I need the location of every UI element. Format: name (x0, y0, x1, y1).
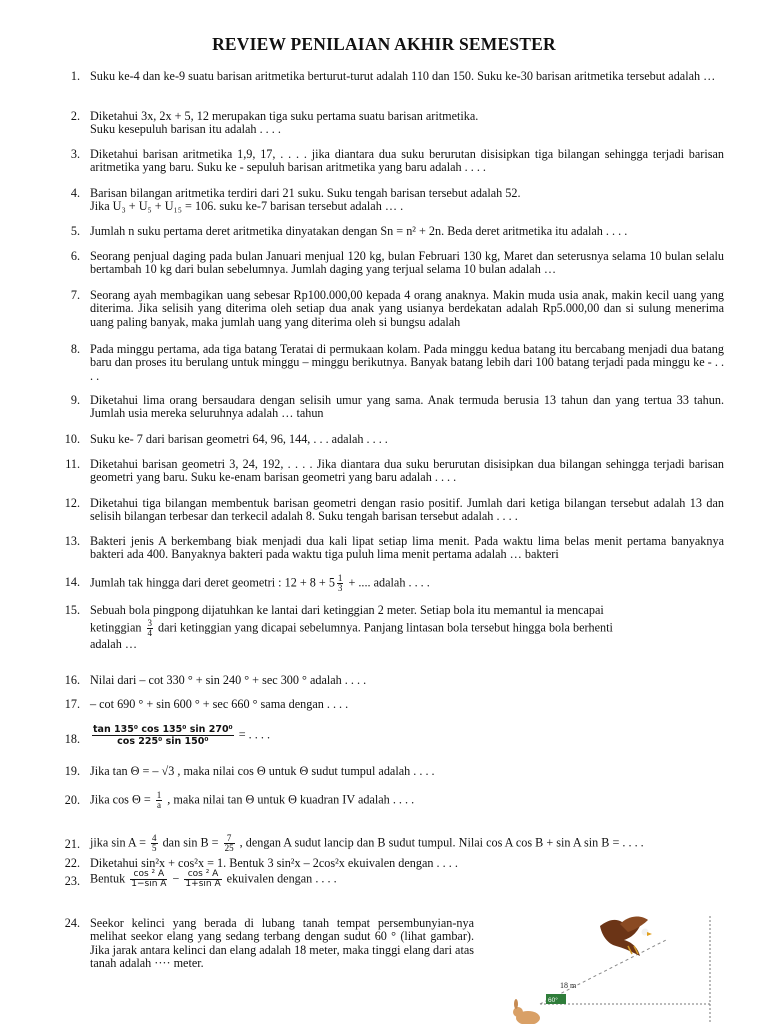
question-text: Jumlah n suku pertama deret aritmetika dinyatakan dengan Sn = n² + 2n. Beda deret aritmetika itu adalah . . . . (90, 224, 628, 238)
question-text: Seekor kelinci yang berada di lubang tanah tempat persembunyian-nya melihat seekor elang yang sedang terbang dengan sudut 60 ° (lihat gambar). Jika jarak antara kelinci dan elang adalah 18 meter, maka tinggi elang dari atas tanah adalah ···· meter. (90, 916, 474, 971)
question-text: Diketahui barisan aritmetika 1,9, 17, . . . . jika diantara dua suku berurutan disisipkan tiga bilangan sehingga terjadi barisan aritmetika yang baru. Suku ke - sepuluh barisan aritmetika yang baru adalah . . . . (90, 147, 724, 175)
question-text: Sebuah bola pingpong dijatuhkan ke lantai dari ketinggian 2 meter. Setiap bola itu memantul ia mencapai (90, 603, 604, 617)
question-text: Jika tan Θ = – √3 , maka nilai cos Θ untuk Θ sudut tumpul adalah . . . . (90, 764, 435, 778)
question-21: 21. jika sin A = $\frac{4}{5}$ dan sin B = $\frac{7}{25}$ , dengan A sudut lancip dan B sudut tumpul. Nilai cos A cos B + sin A sin B = . . . . (62, 834, 724, 854)
question-text: Nilai dari – cot 330 ° + sin 240 ° + sec 300 ° adalah . . . . (90, 673, 367, 687)
fraction: $\frac{1}{3}$ (337, 573, 343, 593)
question-8: 8. Pada minggu pertama, ada tiga batang Teratai di permukaan kolam. Pada minggu kedua batang itu bercabang menjadi dua batang baru dan proses itu berulang untuk minggu – minggu berikutnya. Banyak batang lebih dari 100 batang terjadi pada minggu ke - . . . . (70, 342, 724, 383)
question-text: – cot 690 ° + sin 600 ° + sec 660 ° sama dengan . . . . (90, 697, 349, 711)
fraction: $\frac{\text{cos ² A}}{\text{1+sin A}}$ (185, 869, 221, 889)
question-text: Jika U₃ + U₅ + U₁₅ = 106. suku ke-7 barisan tersebut adalah … . (90, 199, 404, 214)
question-text: Diketahui barisan geometri 3, 24, 192, . . . . Jika diantara dua suku berurutan disisipkan dua bilangan sehingga terjadi barisan geometri yang baru. Suku ke-enam barisan geometri yang baru adalah . . . . (90, 457, 724, 485)
question-24: 24. Seekor kelinci yang berada di lubang tanah tempat persembunyian-nya melihat seekor elang yang sedang terbang dengan sudut 60 ° (lihat gambar). Jika jarak antara kelinci dan elang adalah 18 meter, maka tinggi elang dari atas tanah adalah ···· meter. (64, 916, 474, 971)
question-text: jika sin A = $\frac{4}{5}$ dan sin B = $\frac{7}{25}$ , dengan A sudut lancip dan B sudut tumpul. Nilai cos A cos B + sin A sin B = . . . . (90, 833, 644, 853)
question-text: Seorang penjual daging pada bulan Januari menjual 120 kg, bulan Februari 130 kg, Maret dan seterusnya selama 10 bulan selalu bertambah 10 kg dari bulan sebelumnya. Jumlah daging yang terjual selama 10 bulan adalah … (90, 249, 724, 277)
question-1: 1. Suku ke-4 dan ke-9 suatu barisan aritmetika berturut-turut adalah 110 dan 150. Suku ke-30 barisan aritmetika tersebut adalah … (62, 70, 724, 98)
question-4: 4. Barisan bilangan aritmetika terdiri dari 21 suku. Suku tengah barisan tersebut adalah 52. Jika U₃ + U₅ + U₁₅ = 106. suku ke-7 barisan tersebut adalah … . (62, 187, 724, 215)
question-2: 2. Diketahui 3x, 2x + 5, 12 merupakan tiga suku pertama suatu barisan aritmetika. Suku kesepuluh barisan itu adalah . . . . (62, 110, 724, 138)
question-text: Diketahui sin²x + cos²x = 1. Bentuk 3 sin²x – 2cos²x ekuivalen dengan . . . . (90, 856, 458, 870)
question-10: 10. Suku ke- 7 dari barisan geometri 64, 96, 144, . . . adalah . . . . (62, 433, 724, 447)
fraction: $\frac{3}{4}$ (147, 618, 152, 639)
fraction: $\frac{\text{cos ² A}}{\text{1−sin A}}$ (131, 869, 167, 889)
question-16: 16. Nilai dari – cot 330 ° + sin 240 ° + sec 300 ° adalah . . . . (62, 674, 724, 688)
fraction: $\frac{7}{25}$ (224, 833, 234, 853)
question-text: Suku kesepuluh barisan itu adalah . . . . (90, 122, 281, 137)
question-18: 18. $\frac{\text{tan 135⁰ cos 135⁰ sin 270⁰}}{\text{cos 225⁰ sin 150⁰}}$ = . . . . (62, 724, 724, 754)
fraction: $\frac{4}{5}$ (152, 833, 157, 853)
question-15: 15. Sebuah bola pingpong dijatuhkan ke lantai dari ketinggian 2 meter. Setiap bola itu memantul ia mencapai ketinggian $\frac{3}{4}$ dari ketinggian yang dicapai sebelumnya. Panjang lintasan bola tersebut hingga bola berhenti adalah … (62, 604, 724, 652)
fraction: $\frac{\text{tan 135⁰ cos 135⁰ sin 270⁰}}{\text{cos 225⁰ sin 150⁰}}$ (93, 724, 233, 747)
document-title: REVIEW PENILAIAN AKHIR SEMESTER (212, 34, 556, 54)
question-text: Pada minggu pertama, ada tiga batang Teratai di permukaan kolam. Pada minggu kedua batang itu bercabang menjadi dua batang baru dan proses itu berulang untuk minggu – minggu berikutnya. Banyak batang lebih dari 100 batang terjadi pada minggu ke - . . . . (90, 342, 724, 383)
fraction: $\frac{1}{a}$ (156, 790, 162, 810)
question-text: Barisan bilangan aritmetika terdiri dari 21 suku. Suku tengah barisan tersebut adalah 52. (90, 186, 521, 200)
question-text: Suku ke- 7 dari barisan geometri 64, 96, 144, . . . adalah . . . . (90, 432, 388, 446)
question-text: Jika cos Θ = $\frac{1}{a}$ , maka nilai tan Θ untuk Θ kuadran IV adalah . . . . (90, 790, 415, 810)
question-19: 19. Jika tan Θ = – √3 , maka nilai cos Θ untuk Θ sudut tumpul adalah . . . . (62, 765, 724, 781)
question-3: 3. Diketahui barisan aritmetika 1,9, 17, . . . . jika diantara dua suku berurutan disisipkan tiga bilangan sehingga terjadi barisan aritmetika yang baru. Suku ke - sepuluh barisan aritmetika yang baru adalah . . . . (70, 147, 724, 175)
question-text: Diketahui tiga bilangan membentuk barisan geometri dengan rasio positif. Jumlah dari ketiga bilangan tersebut adalah 13 dan selisih bilangan terbesar dan terkecil adalah 8. Suku tengah barisan tersebut adalah . . . . (90, 496, 724, 524)
question-5: 5. Jumlah n suku pertama deret aritmetika dinyatakan dengan Sn = n² + 2n. Beda deret aritmetika itu adalah . . . . (62, 225, 724, 239)
question-7: 7. Seorang ayah membagikan uang sebesar Rp100.000,00 kepada 4 orang anaknya. Makin muda usia anak, makin kecil uang yang diterima. Jika selisih yang diterima oleh setiap dua anak yang usianya berdekatan adalah Rp5.000,00 dan si sulung menerima uang paling banyak, maka jumlah uang yang diterima oleh si bungsu adalah (70, 288, 724, 329)
question-9: 9. Diketahui lima orang bersaudara dengan selisih umur yang sama. Anak termuda berusia 13 tahun dan yang tertua 33 tahun. Jumlah usia mereka seluruhnya adalah … tahun (70, 393, 724, 421)
question-text: Diketahui lima orang bersaudara dengan selisih umur yang sama. Anak termuda berusia 13 tahun dan yang tertua 33 tahun. Jumlah usia mereka seluruhnya adalah … tahun (90, 393, 724, 421)
question-text: Jumlah tak hingga dari deret geometri : 12 + 8 + 5 $\frac{1}{3}$ + .... adalah . . . . (90, 573, 430, 593)
question-12: 12. Diketahui tiga bilangan membentuk barisan geometri dengan rasio positif. Jumlah dari ketiga bilangan tersebut adalah 13 dan selisih bilangan terbesar dan terkecil adalah 8. Suku tengah barisan tersebut adalah . . . . (64, 496, 724, 524)
question-text: adalah … (90, 637, 138, 652)
triangle-diagram (482, 906, 722, 1024)
angle-label: 60° (548, 997, 558, 1004)
question-14: 14. Jumlah tak hingga dari deret geometri : 12 + 8 + 5 $\frac{1}{3}$ + .... adalah . . . . (62, 574, 724, 594)
eagle-rabbit-figure (482, 906, 722, 1024)
question-text: $\frac{\text{tan 135⁰ cos 135⁰ sin 270⁰}}{\text{cos 225⁰ sin 150⁰}}$ = . . . . (93, 724, 271, 747)
question-text: Suku ke-4 dan ke-9 suatu barisan aritmetika berturut-turut adalah 110 dan 150. Suku ke-30 barisan aritmetika tersebut adalah … (90, 69, 716, 83)
question-13: 13. Bakteri jenis A berkembang biak menjadi dua kali lipat setiap lima menit. Pada waktu lima belas menit pertama banyaknya bakteri ada 400. Banyaknya bakteri pada waktu tiga puluh lima menit pertama adalah … bakteri (64, 534, 724, 562)
question-17: 17. – cot 690 ° + sin 600 ° + sec 660 ° sama dengan . . . . (62, 698, 724, 712)
question-text: Seorang ayah membagikan uang sebesar Rp100.000,00 kepada 4 orang anaknya. Makin muda usia anak, makin kecil uang yang diterima. Jika selisih yang diterima oleh setiap dua anak yang usianya berdekatan adalah Rp5.000,00 dan si sulung menerima uang paling banyak, maka jumlah uang yang diterima oleh si bungsu adalah (90, 288, 724, 329)
question-6: 6. Seorang penjual daging pada bulan Januari menjual 120 kg, bulan Februari 130 kg, Maret dan seterusnya selama 10 bulan selalu bertambah 10 kg dari bulan sebelumnya. Jumlah daging yang terjual selama 10 bulan adalah … (70, 249, 724, 277)
question-20: 20. Jika cos Θ = $\frac{1}{a}$ , maka nilai tan Θ untuk Θ kuadran IV adalah . . . . (62, 791, 724, 811)
question-23: 23. Bentuk $\frac{\text{cos ² A}}{\text{1−sin A}}$ − $\frac{\text{cos ² A}}{\text{1+sin A}}$ ekuivalen dengan . . . . (62, 870, 724, 896)
distance-label: 18 m (560, 981, 577, 990)
angle-marker (546, 994, 566, 1004)
question-text: Bentuk $\frac{\text{cos ² A}}{\text{1−sin A}}$ − $\frac{\text{cos ² A}}{\text{1+sin A}}$ ekuivalen dengan . . . . (90, 869, 337, 889)
question-22: 22. Diketahui sin²x + cos²x = 1. Bentuk 3 sin²x – 2cos²x ekuivalen dengan . . . . (62, 857, 724, 871)
question-11: 11. Diketahui barisan geometri 3, 24, 192, . . . . Jika diantara dua suku berurutan disisipkan dua bilangan sehingga terjadi barisan geometri yang baru. Suku ke-enam barisan geometri yang baru adalah . . . . (65, 457, 724, 485)
question-text: Bakteri jenis A berkembang biak menjadi dua kali lipat setiap lima menit. Pada waktu lima belas menit pertama banyaknya bakteri ada 400. Banyaknya bakteri pada waktu tiga puluh lima menit pertama adalah … bakteri (90, 534, 724, 562)
question-text: Diketahui 3x, 2x + 5, 12 merupakan tiga suku pertama suatu barisan aritmetika. (90, 109, 479, 123)
